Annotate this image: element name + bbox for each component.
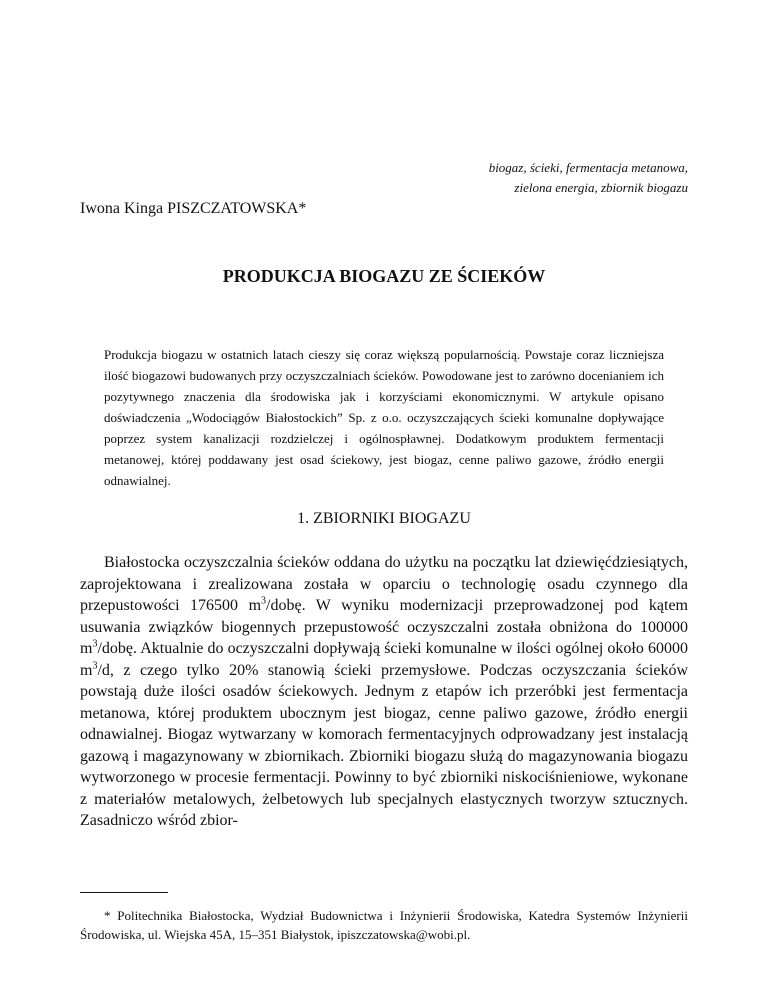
footnote: * Politechnika Białostocka, Wydział Budownictwa i Inżynierii Środowiska, Katedra Systemów Inżynierii Środowiska, ul. Wiejska 45A, 15–351 Białystok, ipiszczatowska@wobi.pl. xyxy=(80,908,688,942)
paper-title: PRODUKCJA BIOGAZU ZE ŚCIEKÓW xyxy=(222,266,546,286)
body-text-part-4: /d, z czego tylko 20% stanowią ścieki przemysłowe. Podczas oczyszczania ścieków powstają duże ilości osadów ściekowych. Jednym z etapów ich przeróbki jest fermentacja metanowa, której produktem ubocznym jest biogaz, cenne paliwo gazowe, źródło energii odnawialnej. Biogaz wytwarzany w komorach fermentacyjnych odprowadzany jest instalacją gazową i magazynowany w zbiornikach. Zbiorniki biogazu służą do magazynowania biogazu wytworzonego w procesie fermentacji. Powinny to być zbiorniki niskociśnieniowe, wykonane z materiałów metalowych, żelbetowych lub specjalnych elastycznych tworzyw sztucznych. Zasadniczo wśród zbior- xyxy=(80,661,688,829)
keywords xyxy=(489,158,688,198)
body-text-part-1: Białostocka oczyszczalnia ścieków oddana do użytku na początku lat dziewięćdziesiątych, zaprojektowana i zrealizowana została w oparciu o technologię osadu czynnego dla przepustowości 176500 m xyxy=(80,554,688,614)
keywords-line-2: zielona energia, zbiornik biogazu xyxy=(514,180,688,195)
keywords-line-1: biogaz, ścieki, fermentacja metanowa, xyxy=(488,160,688,175)
abstract: Produkcja biogazu w ostatnich latach cieszy się coraz większą popularnością. Powstaje coraz liczniejsza ilość biogazowi budowanych przy oczyszczalniach ścieków. Powodowane jest to zarówno docenianiem ich pozytywnego znaczenia dla środowiska jak i korzyściami ekonomicznymi. W artykule opisano doświadczenia „Wodociągów Białostockich” Sp. z o.o. oczyszczających ścieki komunalne dopływające poprzez system kanalizacji rozdzielczej i ogólnospławnej. Dodatkowym produktem fermentacji metanowej, której poddawany jest osad ściekowy, jest biogaz, cenne paliwo gazowe, źródło energii odnawialnej. xyxy=(104,347,664,488)
body-paragraph xyxy=(80,552,688,832)
superscript-2: 3 xyxy=(92,638,98,650)
author-name: Iwona Kinga PISZCZATOWSKA* xyxy=(80,200,307,217)
superscript-1: 3 xyxy=(261,595,267,607)
superscript-3: 3 xyxy=(92,660,98,672)
section-heading: 1. ZBIORNIKI BIOGAZU xyxy=(297,510,471,527)
body-text-part-2: /dobę. W wyniku modernizacji przeprowadzonej pod kątem usuwania związków biogennych przepustowość oczyszczalni została obniżona do 100000 m xyxy=(80,597,689,657)
footnote-divider xyxy=(80,892,168,893)
body-text-part-3: /dobę. Aktualnie do oczyszczalni dopływają ścieki komunalne w ilości ogólnej około 60000 m xyxy=(80,640,688,679)
